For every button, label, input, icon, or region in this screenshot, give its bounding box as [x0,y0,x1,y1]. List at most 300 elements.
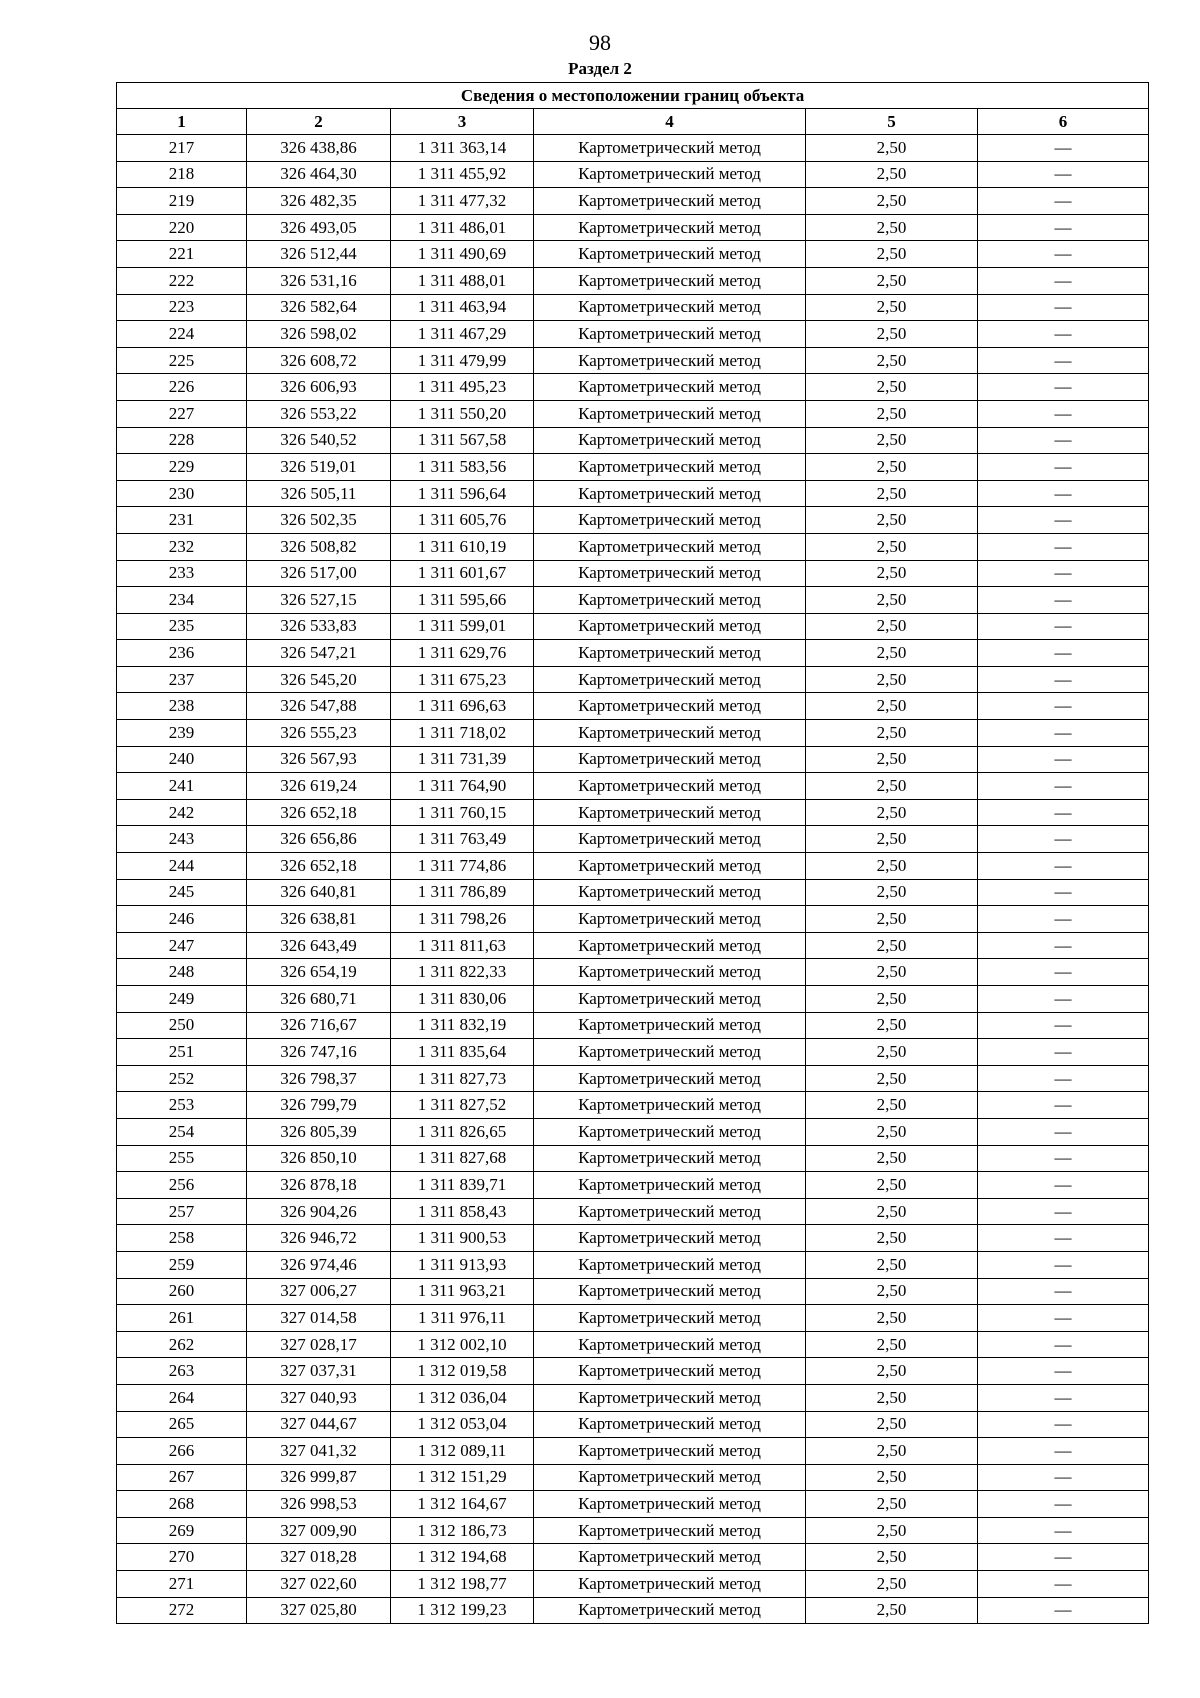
method-cell: Картометрический метод [534,986,806,1013]
y-coordinate-cell: 1 311 832,19 [391,1012,534,1039]
description-cell: — [978,267,1149,294]
table-row [117,1092,1149,1119]
accuracy-cell: 2,50 [806,666,978,693]
y-coordinate-cell: 1 311 835,64 [391,1039,534,1066]
accuracy-cell: 2,50 [806,826,978,853]
description-cell: — [978,1305,1149,1332]
y-coordinate-cell: 1 312 019,58 [391,1358,534,1385]
method-cell: Картометрический метод [534,1012,806,1039]
accuracy-cell: 2,50 [806,374,978,401]
y-coordinate-cell: 1 311 731,39 [391,746,534,773]
method-cell: Картометрический метод [534,321,806,348]
table-body [117,135,1149,1624]
y-coordinate-cell: 1 311 826,65 [391,1118,534,1145]
table-row [117,587,1149,614]
accuracy-cell: 2,50 [806,1305,978,1332]
accuracy-cell: 2,50 [806,1491,978,1518]
accuracy-cell: 2,50 [806,294,978,321]
point-number-cell: 272 [117,1597,247,1624]
y-coordinate-cell: 1 311 486,01 [391,214,534,241]
description-cell: — [978,1544,1149,1571]
x-coordinate-cell: 327 040,93 [247,1384,391,1411]
description-cell: — [978,1251,1149,1278]
x-coordinate-cell: 326 464,30 [247,161,391,188]
method-cell: Картометрический метод [534,135,806,162]
description-cell: — [978,1384,1149,1411]
table-caption-row [117,83,1149,109]
x-coordinate-cell: 326 643,49 [247,932,391,959]
point-number-cell: 253 [117,1092,247,1119]
accuracy-cell: 2,50 [806,400,978,427]
x-coordinate-cell: 326 533,83 [247,613,391,640]
x-coordinate-cell: 326 946,72 [247,1225,391,1252]
point-number-cell: 237 [117,666,247,693]
method-cell: Картометрический метод [534,773,806,800]
method-cell: Картометрический метод [534,161,806,188]
point-number-cell: 234 [117,587,247,614]
y-coordinate-cell: 1 311 605,76 [391,507,534,534]
point-number-cell: 229 [117,454,247,481]
table-row [117,135,1149,162]
y-coordinate-cell: 1 311 900,53 [391,1225,534,1252]
method-cell: Картометрический метод [534,294,806,321]
accuracy-cell: 2,50 [806,746,978,773]
x-coordinate-cell: 326 606,93 [247,374,391,401]
point-number-cell: 244 [117,853,247,880]
description-cell: — [978,826,1149,853]
y-coordinate-cell: 1 311 599,01 [391,613,534,640]
point-number-cell: 261 [117,1305,247,1332]
accuracy-cell: 2,50 [806,587,978,614]
column-number-header: 2 [247,109,391,135]
method-cell: Картометрический метод [534,1544,806,1571]
point-number-cell: 268 [117,1491,247,1518]
x-coordinate-cell: 326 652,18 [247,853,391,880]
description-cell: — [978,188,1149,215]
description-cell: — [978,640,1149,667]
accuracy-cell: 2,50 [806,427,978,454]
method-cell: Картометрический метод [534,799,806,826]
method-cell: Картометрический метод [534,1358,806,1385]
accuracy-cell: 2,50 [806,906,978,933]
description-cell: — [978,1597,1149,1624]
point-number-cell: 246 [117,906,247,933]
section-title: Раздел 2 [568,59,632,78]
y-coordinate-cell: 1 311 827,73 [391,1065,534,1092]
description-cell: — [978,613,1149,640]
accuracy-cell: 2,50 [806,161,978,188]
description-cell: — [978,587,1149,614]
description-cell: — [978,374,1149,401]
x-coordinate-cell: 326 747,16 [247,1039,391,1066]
point-number-cell: 249 [117,986,247,1013]
accuracy-cell: 2,50 [806,720,978,747]
y-coordinate-cell: 1 311 839,71 [391,1172,534,1199]
table-row [117,1597,1149,1624]
accuracy-cell: 2,50 [806,321,978,348]
accuracy-cell: 2,50 [806,1464,978,1491]
x-coordinate-cell: 327 006,27 [247,1278,391,1305]
y-coordinate-cell: 1 312 053,04 [391,1411,534,1438]
x-coordinate-cell: 326 878,18 [247,1172,391,1199]
accuracy-cell: 2,50 [806,1065,978,1092]
y-coordinate-cell: 1 311 490,69 [391,241,534,268]
y-coordinate-cell: 1 311 696,63 [391,693,534,720]
table-row [117,773,1149,800]
description-cell: — [978,1092,1149,1119]
point-number-cell: 232 [117,533,247,560]
y-coordinate-cell: 1 312 199,23 [391,1597,534,1624]
page-number: 98 [589,30,611,55]
point-number-cell: 255 [117,1145,247,1172]
table-row [117,1251,1149,1278]
accuracy-cell: 2,50 [806,560,978,587]
x-coordinate-cell: 326 638,81 [247,906,391,933]
description-cell: — [978,693,1149,720]
method-cell: Картометрический метод [534,1411,806,1438]
description-cell: — [978,746,1149,773]
y-coordinate-cell: 1 311 718,02 [391,720,534,747]
x-coordinate-cell: 326 505,11 [247,480,391,507]
point-number-cell: 231 [117,507,247,534]
table-row [117,746,1149,773]
point-number-cell: 264 [117,1384,247,1411]
table-row [117,321,1149,348]
method-cell: Картометрический метод [534,1571,806,1598]
point-number-cell: 230 [117,480,247,507]
method-cell: Картометрический метод [534,1438,806,1465]
accuracy-cell: 2,50 [806,1571,978,1598]
table-row [117,906,1149,933]
y-coordinate-cell: 1 311 830,06 [391,986,534,1013]
method-cell: Картометрический метод [534,1065,806,1092]
accuracy-cell: 2,50 [806,241,978,268]
point-number-cell: 235 [117,613,247,640]
point-number-cell: 269 [117,1517,247,1544]
accuracy-cell: 2,50 [806,214,978,241]
table-row [117,1145,1149,1172]
point-number-cell: 241 [117,773,247,800]
y-coordinate-cell: 1 311 976,11 [391,1305,534,1332]
y-coordinate-cell: 1 311 363,14 [391,135,534,162]
y-coordinate-cell: 1 311 774,86 [391,853,534,880]
column-number-header: 6 [978,109,1149,135]
table-row [117,188,1149,215]
point-number-cell: 226 [117,374,247,401]
method-cell: Картометрический метод [534,214,806,241]
table-row [117,1491,1149,1518]
accuracy-cell: 2,50 [806,1358,978,1385]
point-number-cell: 219 [117,188,247,215]
column-number-header: 5 [806,109,978,135]
point-number-cell: 259 [117,1251,247,1278]
accuracy-cell: 2,50 [806,1225,978,1252]
y-coordinate-cell: 1 311 629,76 [391,640,534,667]
accuracy-cell: 2,50 [806,480,978,507]
y-coordinate-cell: 1 311 764,90 [391,773,534,800]
description-cell: — [978,1118,1149,1145]
method-cell: Картометрический метод [534,1172,806,1199]
x-coordinate-cell: 326 482,35 [247,188,391,215]
method-cell: Картометрический метод [534,826,806,853]
table-row [117,932,1149,959]
accuracy-cell: 2,50 [806,1251,978,1278]
point-number-cell: 245 [117,879,247,906]
accuracy-cell: 2,50 [806,188,978,215]
accuracy-cell: 2,50 [806,1331,978,1358]
description-cell: — [978,400,1149,427]
point-number-cell: 260 [117,1278,247,1305]
accuracy-cell: 2,50 [806,454,978,481]
y-coordinate-cell: 1 312 036,04 [391,1384,534,1411]
table-row [117,826,1149,853]
y-coordinate-cell: 1 312 089,11 [391,1438,534,1465]
point-number-cell: 267 [117,1464,247,1491]
table-row [117,161,1149,188]
table-row [117,294,1149,321]
point-number-cell: 236 [117,640,247,667]
point-number-cell: 243 [117,826,247,853]
method-cell: Картометрический метод [534,906,806,933]
description-cell: — [978,1039,1149,1066]
point-number-cell: 247 [117,932,247,959]
method-cell: Картометрический метод [534,1039,806,1066]
description-cell: — [978,1571,1149,1598]
description-cell: — [978,454,1149,481]
accuracy-cell: 2,50 [806,959,978,986]
method-cell: Картометрический метод [534,427,806,454]
x-coordinate-cell: 327 041,32 [247,1438,391,1465]
description-cell: — [978,1358,1149,1385]
x-coordinate-cell: 327 022,60 [247,1571,391,1598]
x-coordinate-cell: 326 640,81 [247,879,391,906]
y-coordinate-cell: 1 311 858,43 [391,1198,534,1225]
table-caption: Сведения о местоположении границ объекта [117,83,1149,109]
description-cell: — [978,1411,1149,1438]
method-cell: Картометрический метод [534,1118,806,1145]
x-coordinate-cell: 327 009,90 [247,1517,391,1544]
point-number-cell: 222 [117,267,247,294]
x-coordinate-cell: 326 553,22 [247,400,391,427]
column-number-header: 1 [117,109,247,135]
table-row [117,1278,1149,1305]
table-row [117,1331,1149,1358]
accuracy-cell: 2,50 [806,1517,978,1544]
method-cell: Картометрический метод [534,1225,806,1252]
x-coordinate-cell: 326 680,71 [247,986,391,1013]
accuracy-cell: 2,50 [806,1597,978,1624]
method-cell: Картометрический метод [534,1597,806,1624]
table-row [117,400,1149,427]
x-coordinate-cell: 327 018,28 [247,1544,391,1571]
description-cell: — [978,666,1149,693]
y-coordinate-cell: 1 311 913,93 [391,1251,534,1278]
table-row [117,799,1149,826]
y-coordinate-cell: 1 311 479,99 [391,347,534,374]
point-number-cell: 258 [117,1225,247,1252]
y-coordinate-cell: 1 311 455,92 [391,161,534,188]
x-coordinate-cell: 326 512,44 [247,241,391,268]
x-coordinate-cell: 326 974,46 [247,1251,391,1278]
x-coordinate-cell: 326 654,19 [247,959,391,986]
y-coordinate-cell: 1 311 963,21 [391,1278,534,1305]
accuracy-cell: 2,50 [806,347,978,374]
description-cell: — [978,1145,1149,1172]
y-coordinate-cell: 1 311 601,67 [391,560,534,587]
method-cell: Картометрический метод [534,1384,806,1411]
description-cell: — [978,1331,1149,1358]
method-cell: Картометрический метод [534,693,806,720]
description-cell: — [978,853,1149,880]
method-cell: Картометрический метод [534,1305,806,1332]
description-cell: — [978,1438,1149,1465]
x-coordinate-cell: 326 608,72 [247,347,391,374]
method-cell: Картометрический метод [534,640,806,667]
accuracy-cell: 2,50 [806,1384,978,1411]
table-row [117,1571,1149,1598]
accuracy-cell: 2,50 [806,1411,978,1438]
point-number-cell: 254 [117,1118,247,1145]
table-row [117,693,1149,720]
point-number-cell: 218 [117,161,247,188]
point-number-cell: 265 [117,1411,247,1438]
table-row [117,214,1149,241]
accuracy-cell: 2,50 [806,693,978,720]
point-number-cell: 224 [117,321,247,348]
x-coordinate-cell: 326 540,52 [247,427,391,454]
accuracy-cell: 2,50 [806,1278,978,1305]
point-number-cell: 239 [117,720,247,747]
description-cell: — [978,214,1149,241]
y-coordinate-cell: 1 311 822,33 [391,959,534,986]
x-coordinate-cell: 326 656,86 [247,826,391,853]
y-coordinate-cell: 1 312 186,73 [391,1517,534,1544]
y-coordinate-cell: 1 311 786,89 [391,879,534,906]
point-number-cell: 223 [117,294,247,321]
table-row [117,533,1149,560]
table-row [117,241,1149,268]
table-row [117,986,1149,1013]
accuracy-cell: 2,50 [806,986,978,1013]
x-coordinate-cell: 326 805,39 [247,1118,391,1145]
description-cell: — [978,321,1149,348]
table-row [117,959,1149,986]
point-number-cell: 251 [117,1039,247,1066]
accuracy-cell: 2,50 [806,879,978,906]
table-row [117,1225,1149,1252]
column-number-header: 4 [534,109,806,135]
y-coordinate-cell: 1 311 463,94 [391,294,534,321]
x-coordinate-cell: 327 044,67 [247,1411,391,1438]
table-row [117,560,1149,587]
method-cell: Картометрический метод [534,454,806,481]
method-cell: Картометрический метод [534,1251,806,1278]
method-cell: Картометрический метод [534,1491,806,1518]
x-coordinate-cell: 326 904,26 [247,1198,391,1225]
table-row [117,1517,1149,1544]
description-cell: — [978,879,1149,906]
y-coordinate-cell: 1 311 467,29 [391,321,534,348]
y-coordinate-cell: 1 311 798,26 [391,906,534,933]
y-coordinate-cell: 1 311 763,49 [391,826,534,853]
point-number-cell: 256 [117,1172,247,1199]
point-number-cell: 242 [117,799,247,826]
method-cell: Картометрический метод [534,241,806,268]
description-cell: — [978,1198,1149,1225]
description-cell: — [978,507,1149,534]
description-cell: — [978,135,1149,162]
description-cell: — [978,986,1149,1013]
y-coordinate-cell: 1 312 194,68 [391,1544,534,1571]
accuracy-cell: 2,50 [806,932,978,959]
point-number-cell: 263 [117,1358,247,1385]
description-cell: — [978,427,1149,454]
point-number-cell: 227 [117,400,247,427]
method-cell: Картометрический метод [534,853,806,880]
description-cell: — [978,1278,1149,1305]
y-coordinate-cell: 1 311 477,32 [391,188,534,215]
y-coordinate-cell: 1 311 827,52 [391,1092,534,1119]
description-cell: — [978,932,1149,959]
table-row [117,1544,1149,1571]
point-number-cell: 262 [117,1331,247,1358]
x-coordinate-cell: 326 716,67 [247,1012,391,1039]
y-coordinate-cell: 1 311 760,15 [391,799,534,826]
description-cell: — [978,533,1149,560]
y-coordinate-cell: 1 312 151,29 [391,1464,534,1491]
x-coordinate-cell: 326 619,24 [247,773,391,800]
table-row [117,1039,1149,1066]
point-number-cell: 252 [117,1065,247,1092]
point-number-cell: 220 [117,214,247,241]
description-cell: — [978,161,1149,188]
y-coordinate-cell: 1 311 595,66 [391,587,534,614]
x-coordinate-cell: 326 547,21 [247,640,391,667]
accuracy-cell: 2,50 [806,507,978,534]
x-coordinate-cell: 326 438,86 [247,135,391,162]
point-number-cell: 233 [117,560,247,587]
x-coordinate-cell: 326 598,02 [247,321,391,348]
table-row [117,640,1149,667]
table-row [117,1065,1149,1092]
table-row [117,1118,1149,1145]
y-coordinate-cell: 1 311 811,63 [391,932,534,959]
y-coordinate-cell: 1 312 198,77 [391,1571,534,1598]
point-number-cell: 271 [117,1571,247,1598]
x-coordinate-cell: 327 028,17 [247,1331,391,1358]
table-row [117,480,1149,507]
description-cell: — [978,1225,1149,1252]
description-cell: — [978,480,1149,507]
description-cell: — [978,294,1149,321]
method-cell: Картометрический метод [534,480,806,507]
table-row [117,1172,1149,1199]
description-cell: — [978,959,1149,986]
table-row [117,454,1149,481]
y-coordinate-cell: 1 311 583,56 [391,454,534,481]
x-coordinate-cell: 326 517,00 [247,560,391,587]
x-coordinate-cell: 326 798,37 [247,1065,391,1092]
y-coordinate-cell: 1 311 610,19 [391,533,534,560]
table-row [117,1305,1149,1332]
x-coordinate-cell: 326 545,20 [247,666,391,693]
method-cell: Картометрический метод [534,746,806,773]
x-coordinate-cell: 327 025,80 [247,1597,391,1624]
y-coordinate-cell: 1 311 827,68 [391,1145,534,1172]
x-coordinate-cell: 327 014,58 [247,1305,391,1332]
y-coordinate-cell: 1 312 164,67 [391,1491,534,1518]
x-coordinate-cell: 326 999,87 [247,1464,391,1491]
